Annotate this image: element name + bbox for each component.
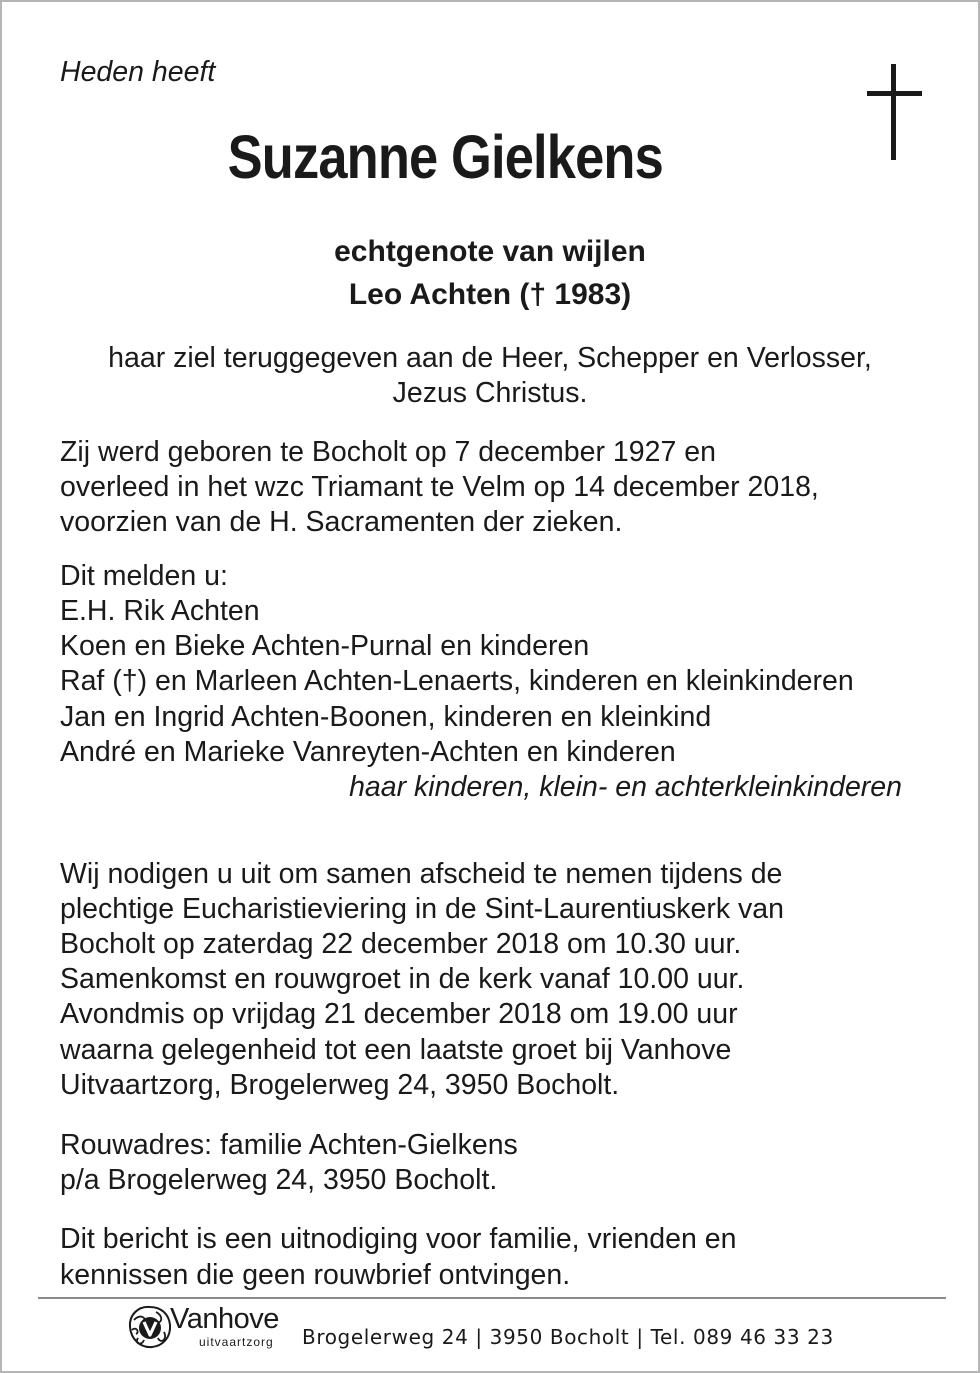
announcer-name: E.H. Rik Achten	[60, 595, 260, 627]
invitation-note-line-2: kennissen die geen rouwbrief ontvingen.	[60, 1259, 571, 1291]
announcers-heading: Dit melden u:	[60, 560, 228, 592]
latin-cross-icon-bar	[867, 91, 922, 96]
deceased-name: Suzanne Gielkens	[227, 123, 663, 191]
birth-death-line-2: overleed in het wzc Triamant te Velm op 14 december 2018,	[60, 471, 819, 503]
vanhove-logo-icon	[126, 1304, 174, 1350]
spouse-line-2: Leo Achten († 1983)	[348, 278, 632, 311]
announcer-name: Koen en Bieke Achten-Purnal en kinderen	[60, 630, 590, 662]
birth-death-line-1: Zij werd geboren te Bocholt op 7 december 1927 en	[60, 436, 716, 468]
ceremony-line: Bocholt op zaterdag 22 december 2018 om 10.30 uur.	[60, 928, 742, 960]
faith-line-1: haar ziel teruggegeven aan de Heer, Schepper en Verlosser,	[108, 342, 872, 374]
ceremony-line: Samenkomst en rouwgroet in de kerk vanaf 10.00 uur.	[60, 963, 745, 995]
ceremony-line: Avondmis op vrijdag 21 december 2018 om 19.00 uur	[60, 998, 738, 1030]
logo-name: Vanhove	[170, 1303, 279, 1335]
mourning-address-line-2: p/a Brogelerweg 24, 3950 Bocholt.	[60, 1164, 498, 1196]
footer-address: Brogelerweg 24 | 3950 Bocholt | Tel. 089 46 33 23	[302, 1325, 834, 1349]
invitation-note-line-1: Dit bericht is een uitnodiging voor familie, vrienden en	[60, 1223, 737, 1255]
footer-divider	[38, 1297, 946, 1299]
announcer-name: Jan en Ingrid Achten-Boonen, kinderen en kleinkind	[60, 701, 712, 733]
announcers-closing: haar kinderen, klein- en achterkleinkinderen	[349, 771, 902, 803]
ceremony-line: waarna gelegenheid tot een laatste groet bij Vanhove	[60, 1034, 732, 1066]
faith-line-2: Jezus Christus.	[392, 377, 588, 409]
birth-death-line-3: voorzien van de H. Sacramenten der zieken.	[60, 506, 623, 538]
intro-text: Heden heeft	[60, 56, 216, 88]
vanhove-logo	[126, 1304, 296, 1350]
latin-cross-icon	[891, 64, 896, 160]
ceremony-line: Uitvaartzorg, Brogelerweg 24, 3950 Bocholt.	[60, 1069, 620, 1101]
ceremony-line: plechtige Eucharistieviering in de Sint-Laurentiuskerk van	[60, 893, 784, 925]
announcer-name: Raf (†) en Marleen Achten-Lenaerts, kinderen en kleinkinderen	[60, 665, 854, 697]
ceremony-line: Wij nodigen u uit om samen afscheid te nemen tijdens de	[60, 858, 783, 890]
logo-subtitle: uitvaartzorg	[199, 1335, 274, 1349]
spouse-line-1: echtgenote van wijlen	[334, 235, 646, 268]
announcer-name: André en Marieke Vanreyten-Achten en kinderen	[60, 736, 676, 768]
mourning-address-line-1: Rouwadres: familie Achten-Gielkens	[60, 1129, 518, 1161]
